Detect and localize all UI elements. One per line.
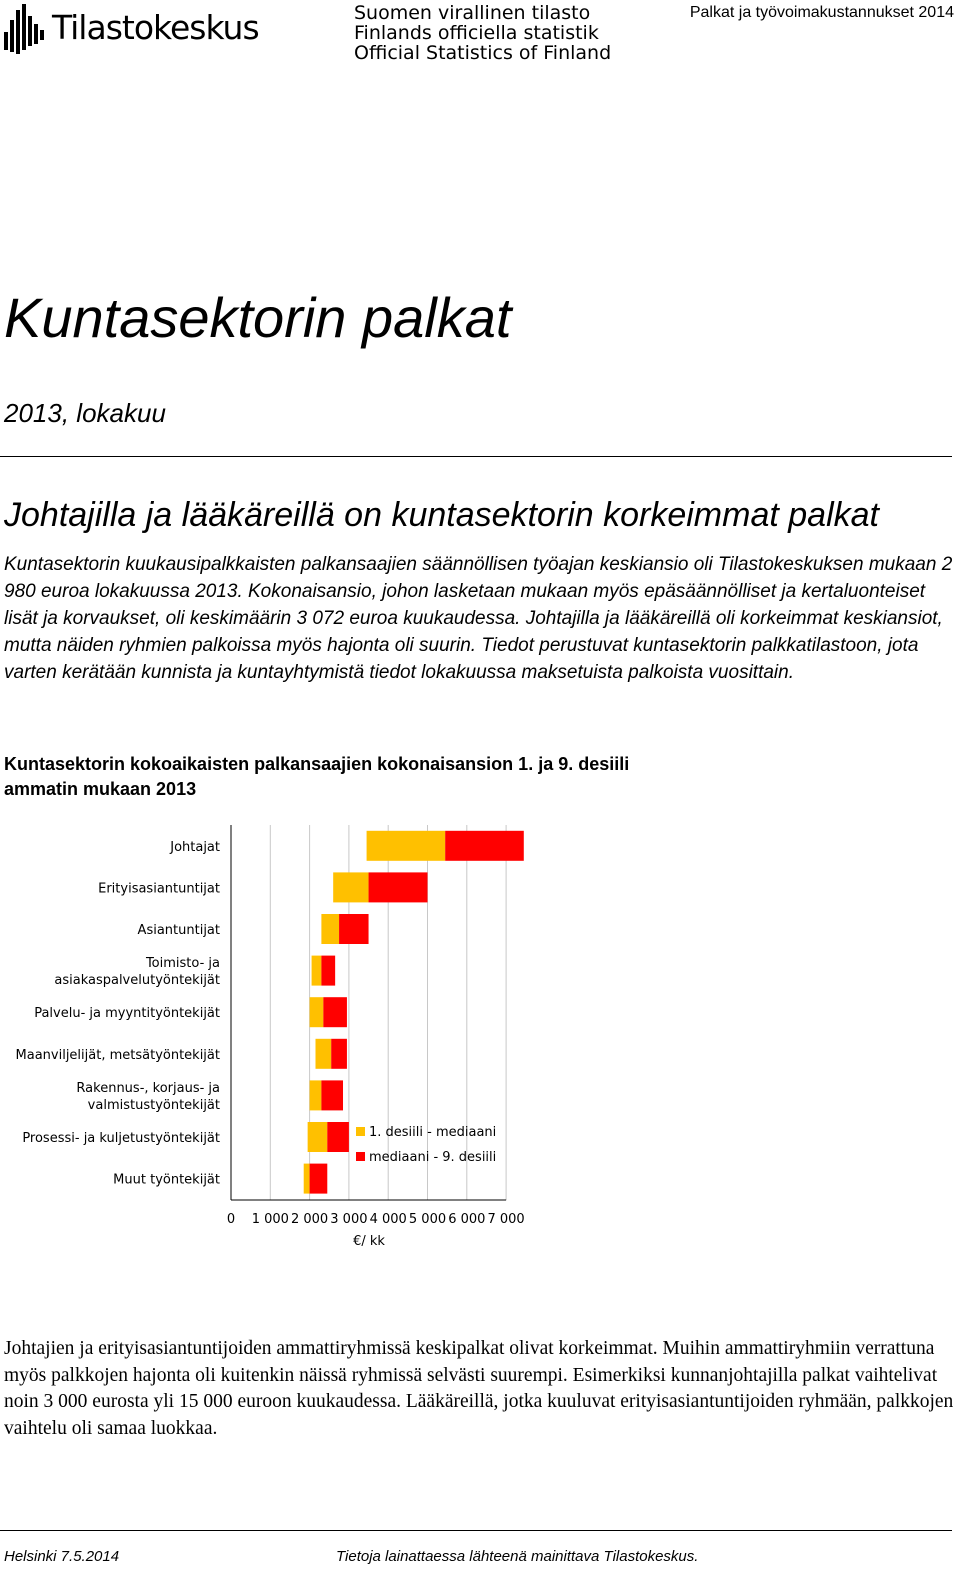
footer-citation: Tietoja lainattaessa lähteenä mainittava Tilastokeskus. <box>336 1548 699 1565</box>
bar-decile1-median <box>308 1122 328 1152</box>
salary-decile-chart <box>0 815 560 1255</box>
bar-decile1-median <box>367 831 446 861</box>
lead-paragraph: Kuntasektorin kuukausipalkkaisten palkansaajien säännöllisen työajan keskiansio oli Tilastokeskuksen mukaan 2 980 euroa lokakuussa 2013. Kokonaisansio, johon lasketaan mukaan myös epäsäännölliset ja kertaluonteiset lisät ja korvaukset, oli keskimäärin 3 072 euroa kuukaudessa. Johtajilla ja lääkäreillä oli korkeimmat keskiansiot, mutta näiden ryhmien palkoissa myös hajonta oli suurin. Tiedot perustuvat kuntasektorin palkkatilastoon, jota varten kerätään kunnista ja kuntayhtymistä tiedot lokakuussa maksetuista palkoista vuosittain. <box>4 554 953 683</box>
bar-median-decile9 <box>327 1122 349 1152</box>
bar-median-decile9 <box>323 997 347 1027</box>
bar-decile1-median <box>315 1039 331 1069</box>
x-axis-label: €/ kk <box>353 1234 385 1249</box>
divider <box>0 456 952 457</box>
publication-name: Palkat ja työvoimakustannukset 2014 <box>689 4 954 21</box>
category-label: Rakennus-, korjaus- ja <box>76 1080 220 1096</box>
category-label: valmistustyöntekijät <box>87 1097 220 1113</box>
official-stats-sv: Finlands officiella statistik <box>354 22 599 44</box>
x-tick-label: 4 000 <box>369 1212 407 1227</box>
bar-median-decile9 <box>310 1164 328 1194</box>
category-label: Johtajat <box>170 839 220 855</box>
bar-median-decile9 <box>321 1080 343 1110</box>
category-label: Asiantuntijat <box>137 923 220 938</box>
category-label: Maanviljelijät, metsätyöntekijät <box>15 1047 220 1063</box>
legend-swatch <box>356 1127 365 1136</box>
bar-decile1-median <box>310 997 324 1027</box>
headline: Johtajilla ja lääkäreillä on kuntasektorin korkeimmat palkat <box>4 496 879 534</box>
bar-decile1-median <box>310 1080 322 1110</box>
logo-text: Tilastokeskus <box>52 8 259 47</box>
legend-label: mediaani - 9. desiili <box>369 1150 497 1165</box>
x-tick-label: 7 000 <box>487 1212 525 1227</box>
bar-median-decile9 <box>331 1039 347 1069</box>
bar-median-decile9 <box>445 831 524 861</box>
x-tick-label: 3 000 <box>330 1212 368 1227</box>
official-stats-fi: Suomen virallinen tilasto <box>354 2 591 24</box>
page-subtitle: 2013, lokakuu <box>4 398 166 428</box>
bar-median-decile9 <box>339 914 368 944</box>
bar-median-decile9 <box>321 956 335 986</box>
chart-title: Kuntasektorin kokoaikaisten palkansaajien kokonaisansion 1. ja 9. desiili ammatin mukaan 2013 <box>4 754 630 799</box>
footer-date: Helsinki 7.5.2014 <box>4 1548 120 1565</box>
bar-median-decile9 <box>369 872 428 902</box>
category-label: Muut työntekijät <box>113 1172 220 1188</box>
footer-divider <box>0 1530 952 1531</box>
legend-swatch <box>356 1152 365 1161</box>
x-tick-label: 6 000 <box>448 1212 486 1227</box>
bar-decile1-median <box>321 914 339 944</box>
body-paragraph: Johtajien ja erityisasiantuntijoiden ammattiryhmissä keskipalkat olivat korkeimmat. Muihin ammattiryhmiin verrattuna myös palkkojen hajonta oli kuitenkin näissä ryhmissä selvästi suurempi. Esimerkiksi kunnanjohtajilla palkat vaihtelivat noin 3 000 eurosta yli 15 000 euroon kuukaudessa. Lääkäreillä, jotka kuuluvat erityisasiantuntijoiden ryhmään, palkkojen vaihtelu oli samaa luokkaa. <box>4 1338 954 1439</box>
category-label: Prosessi- ja kuljetustyöntekijät <box>22 1131 220 1146</box>
legend-label: 1. desiili - mediaani <box>369 1125 497 1140</box>
official-stats-en: Official Statistics of Finland <box>354 42 612 64</box>
bar-decile1-median <box>333 872 368 902</box>
x-tick-label: 5 000 <box>408 1212 447 1227</box>
category-label: asiakaspalvelutyöntekijät <box>54 973 220 989</box>
category-label: Toimisto- ja <box>145 956 220 972</box>
bar-decile1-median <box>304 1164 310 1194</box>
x-tick-label: 0 <box>226 1212 236 1227</box>
bar-decile1-median <box>312 956 322 986</box>
category-label: Palvelu- ja myyntityöntekijät <box>34 1006 220 1022</box>
x-tick-label: 2 000 <box>290 1212 329 1227</box>
page-title: Kuntasektorin palkat <box>4 286 512 349</box>
category-label: Erityisasiantuntijat <box>98 881 220 897</box>
x-tick-label: 1 000 <box>251 1212 289 1227</box>
